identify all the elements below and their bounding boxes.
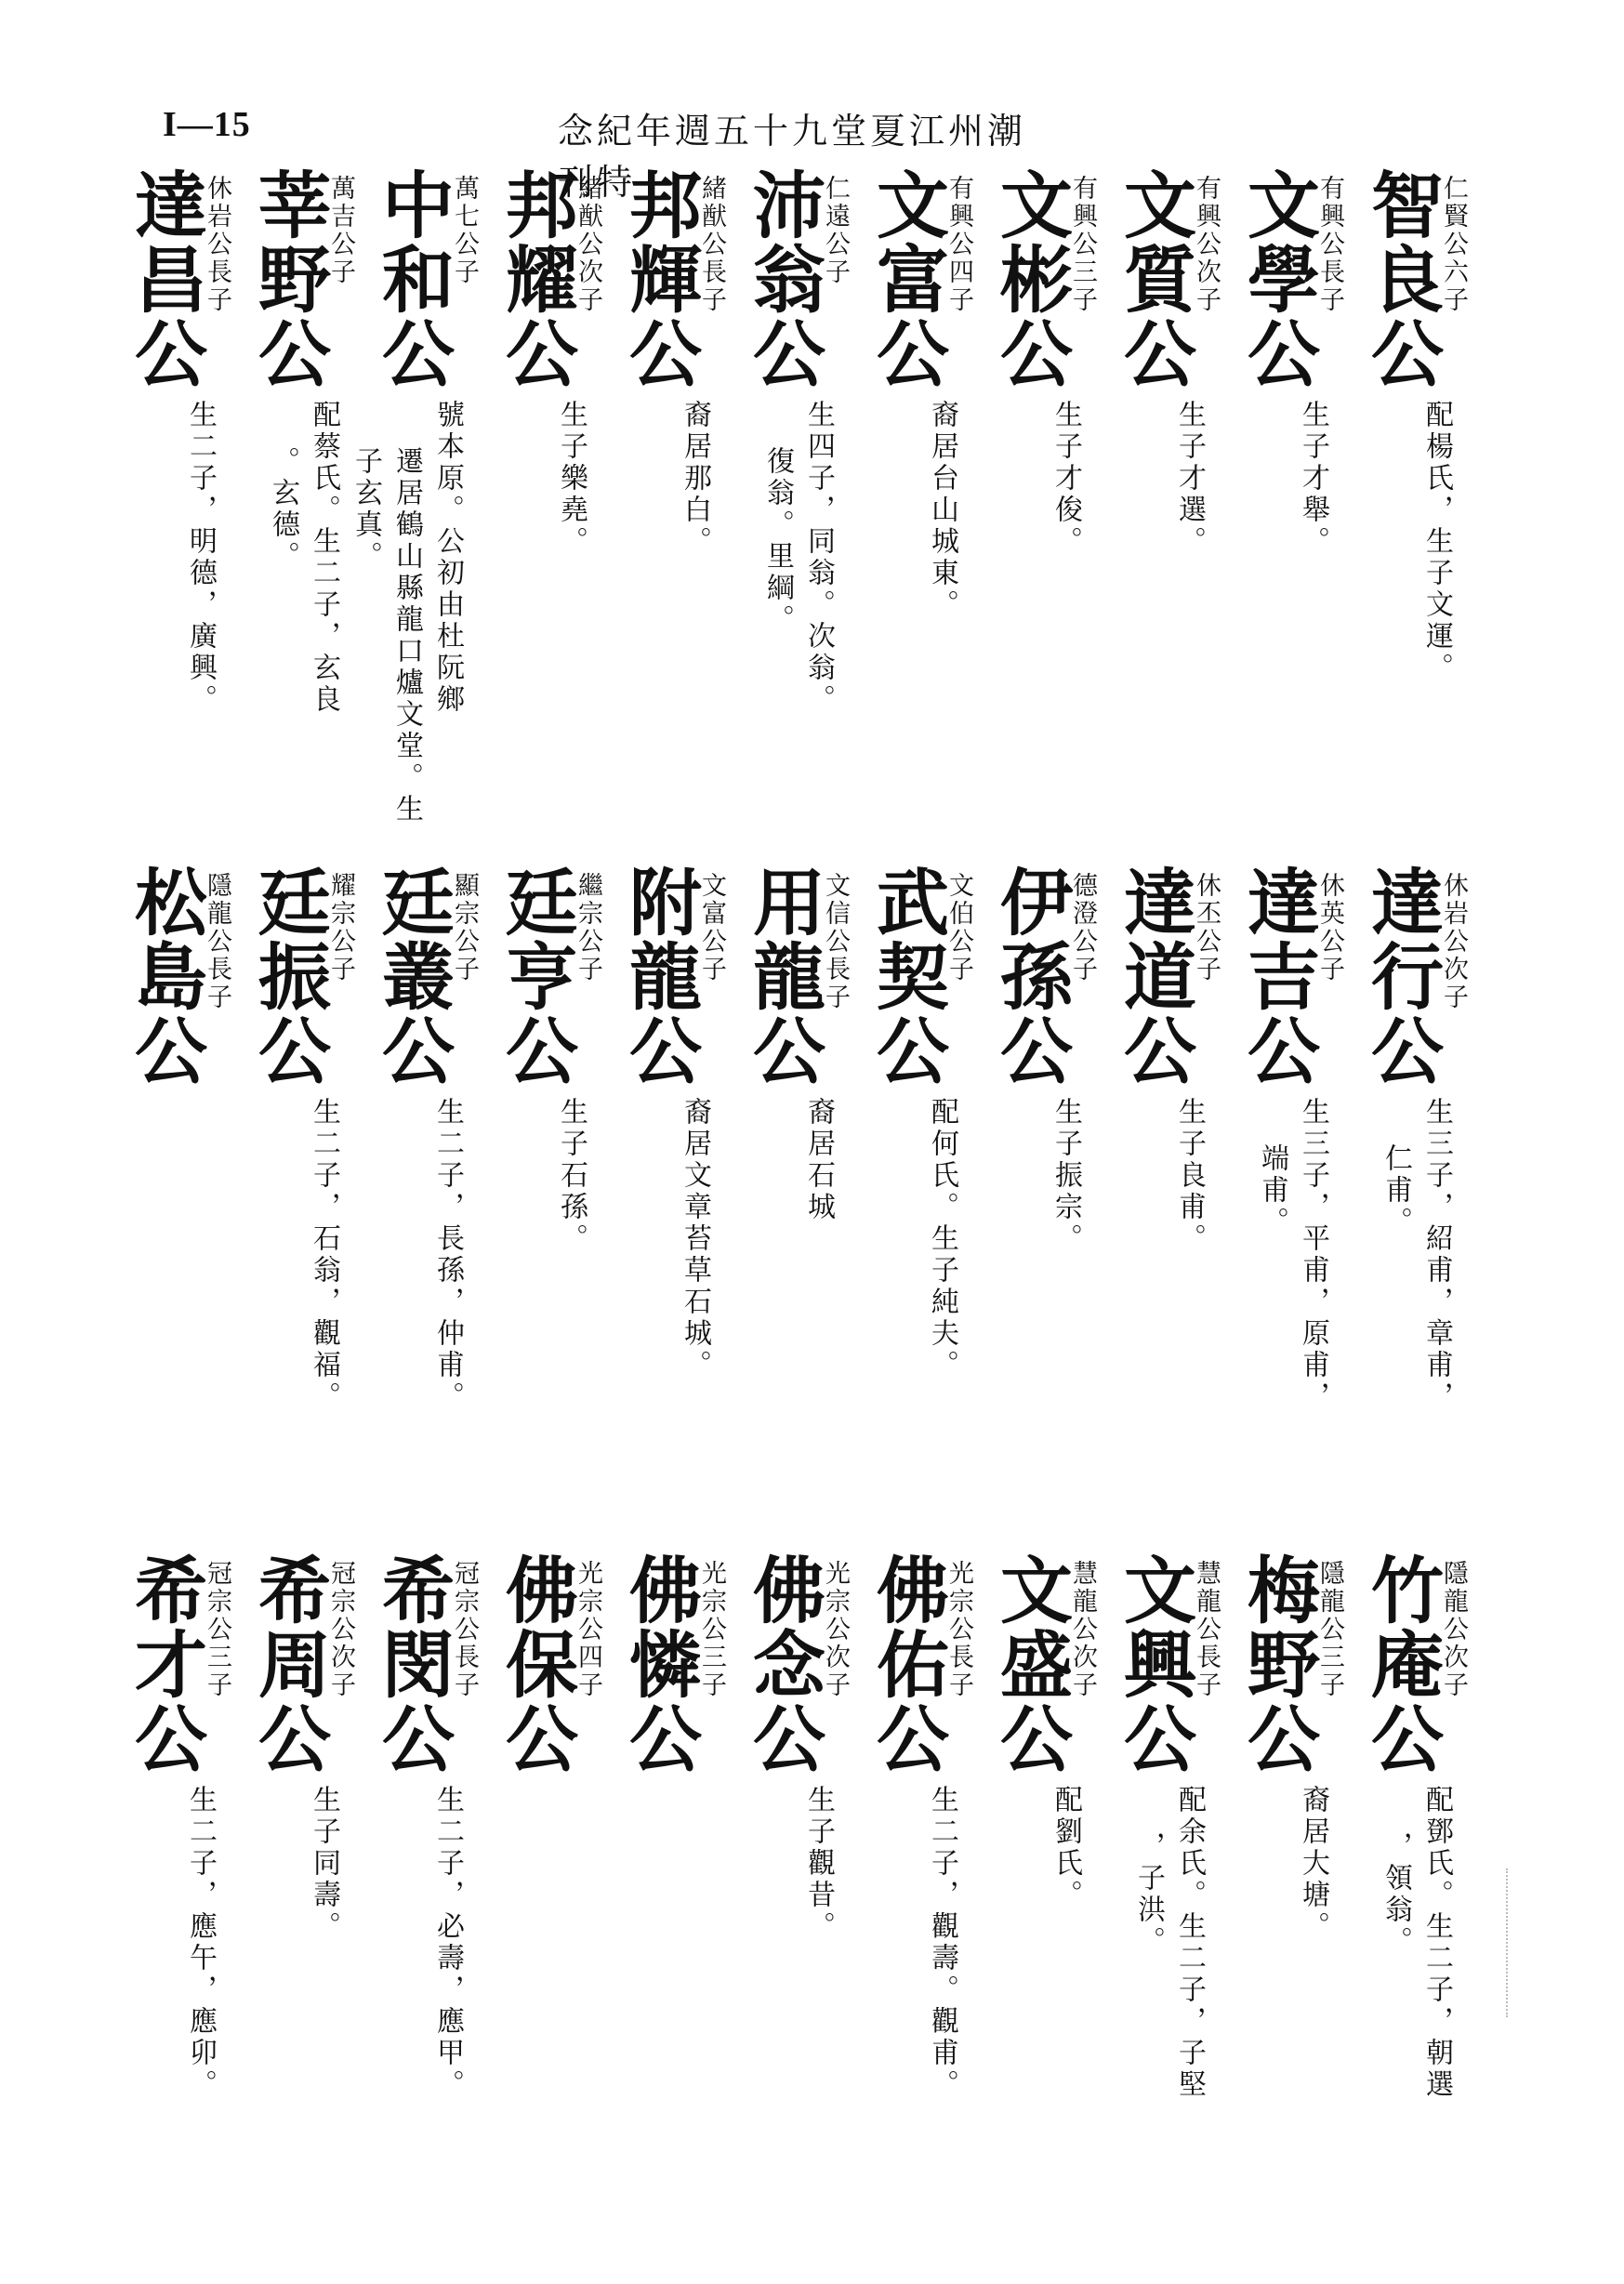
entry-lineage: 慧龍公次子 bbox=[1068, 1560, 1097, 1699]
genealogy-entry bbox=[1101, 1552, 1226, 2222]
entry-name: 文盛公 bbox=[988, 1552, 1073, 1776]
entry-name: 廷振公 bbox=[246, 865, 331, 1088]
entry-note: 生四子，同翁。次翁。 bbox=[802, 400, 835, 716]
genealogy-entry bbox=[606, 1552, 732, 2222]
entry-name: 文彬公 bbox=[988, 167, 1073, 390]
entry-name: 松島公 bbox=[123, 865, 207, 1088]
genealogy-entry bbox=[853, 167, 979, 837]
entry-lineage: 仁賢公六子 bbox=[1439, 175, 1468, 314]
genealogy-entry bbox=[977, 1552, 1102, 2222]
genealogy-entry bbox=[359, 865, 484, 1534]
entry-name: 沛翁公 bbox=[741, 167, 825, 390]
genealogy-entry bbox=[482, 1552, 608, 2222]
entry-name: 附龍公 bbox=[617, 865, 702, 1088]
entry-name: 達行公 bbox=[1359, 865, 1444, 1088]
entry-lineage: 冠宗公長子 bbox=[450, 1560, 479, 1699]
entry-name: 達道公 bbox=[1112, 865, 1196, 1088]
entry-note: 生二子，長孫，仲甫。 bbox=[431, 1097, 464, 1413]
entry-lineage: 文伯公子 bbox=[944, 872, 973, 984]
entry-name: 佛佑公 bbox=[865, 1552, 949, 1776]
entry-name: 達吉公 bbox=[1235, 865, 1320, 1088]
entry-lineage: 隱龍公三子 bbox=[1315, 1560, 1344, 1699]
entry-note: 。玄德。 bbox=[267, 446, 299, 573]
entry-name: 智良公 bbox=[1359, 167, 1444, 390]
entry-lineage: 緒猷公次子 bbox=[574, 175, 602, 314]
entry-lineage: 文富公子 bbox=[697, 872, 726, 984]
genealogy-entry bbox=[1224, 167, 1350, 837]
genealogy-entry bbox=[235, 1552, 361, 2222]
entry-note: 仁甫。 bbox=[1380, 1143, 1412, 1238]
entry-lineage: 顯宗公子 bbox=[450, 872, 479, 984]
entry-lineage: 有興公三子 bbox=[1068, 175, 1097, 314]
entry-lineage: 仁遠公子 bbox=[821, 175, 850, 286]
entry-lineage: 隱龍公長子 bbox=[203, 872, 231, 1011]
entry-lineage: 緒猷公長子 bbox=[697, 175, 726, 314]
genealogy-entry bbox=[730, 167, 855, 837]
entry-note: 生二子，應午，應卯。 bbox=[184, 1785, 217, 2101]
entry-note: 配蔡氏。生二子，玄良 bbox=[308, 400, 340, 716]
entry-note: 生二子，石翁，觀福。 bbox=[308, 1097, 340, 1413]
genealogy-entry bbox=[112, 865, 237, 1534]
entry-note: 復翁。里綱。 bbox=[761, 446, 794, 636]
entry-note: 裔居石城 bbox=[802, 1097, 835, 1223]
genealogy-entry bbox=[235, 865, 361, 1534]
entry-name: 佛憐公 bbox=[617, 1552, 702, 1776]
entry-note: 生子才俊。 bbox=[1050, 400, 1082, 558]
entry-name: 希才公 bbox=[123, 1552, 207, 1776]
entry-name: 希閔公 bbox=[370, 1552, 455, 1776]
genealogy-entry bbox=[977, 865, 1102, 1534]
entry-name: 文學公 bbox=[1235, 167, 1320, 390]
entry-name: 邦耀公 bbox=[494, 167, 578, 390]
entry-name: 文興公 bbox=[1112, 1552, 1196, 1776]
entry-lineage: 冠宗公三子 bbox=[203, 1560, 231, 1699]
entry-name: 中和公 bbox=[370, 167, 455, 390]
entry-lineage: 有興公長子 bbox=[1315, 175, 1344, 314]
genealogy-entry bbox=[606, 167, 732, 837]
genealogy-entry bbox=[482, 167, 608, 837]
entry-note: 生三子，紹甫，章甫， bbox=[1420, 1097, 1453, 1413]
entry-note: ，子洪。 bbox=[1132, 1831, 1165, 1958]
entry-name: 梅野公 bbox=[1235, 1552, 1320, 1776]
entry-lineage: 休英公子 bbox=[1315, 872, 1344, 984]
entry-note: 裔居台山城東。 bbox=[926, 400, 958, 621]
entry-lineage: 光宗公長子 bbox=[944, 1560, 973, 1699]
entry-name: 佛念公 bbox=[741, 1552, 825, 1776]
entry-name: 文質公 bbox=[1112, 167, 1196, 390]
entry-note: 遷居鶴山縣龍口爐文堂。生 bbox=[390, 446, 423, 825]
entry-lineage: 休岩公長子 bbox=[203, 175, 231, 314]
genealogy-entry bbox=[112, 1552, 237, 2222]
entry-name: 用龍公 bbox=[741, 865, 825, 1088]
entry-note: 生二子，觀壽。觀甫。 bbox=[926, 1785, 958, 2101]
entry-lineage: 文信公長子 bbox=[821, 872, 850, 1011]
genealogy-entry bbox=[606, 865, 732, 1534]
entry-name: 伊孫公 bbox=[988, 865, 1073, 1088]
entry-name: 邦輝公 bbox=[617, 167, 702, 390]
genealogy-entry bbox=[1101, 865, 1226, 1534]
entry-lineage: 德澄公子 bbox=[1068, 872, 1097, 984]
entry-note: 生子才選。 bbox=[1173, 400, 1206, 558]
entry-name: 佛保公 bbox=[494, 1552, 578, 1776]
entry-note: 生子同壽。 bbox=[308, 1785, 340, 1943]
entry-lineage: 光宗公三子 bbox=[697, 1560, 726, 1699]
fold-mark bbox=[1506, 1868, 1512, 2017]
page-number: I—15 bbox=[163, 105, 251, 144]
genealogy-entry bbox=[853, 865, 979, 1534]
entry-lineage: 萬吉公子 bbox=[326, 175, 355, 286]
entry-note: 配余氏。生二子，子堅 bbox=[1173, 1785, 1206, 2101]
genealogy-entry bbox=[1348, 865, 1473, 1534]
genealogy-entry bbox=[1348, 167, 1473, 837]
entry-name: 竹庵公 bbox=[1359, 1552, 1444, 1776]
entry-name: 武契公 bbox=[865, 865, 949, 1088]
entry-name: 廷叢公 bbox=[370, 865, 455, 1088]
entry-note: 端甫。 bbox=[1256, 1143, 1288, 1238]
entry-note: 生子才舉。 bbox=[1297, 400, 1329, 558]
entry-name: 莘野公 bbox=[246, 167, 331, 390]
entry-note: 配楊氏，生子文運。 bbox=[1420, 400, 1453, 684]
genealogy-entry bbox=[359, 1552, 484, 2222]
entry-lineage: 有興公次子 bbox=[1192, 175, 1221, 314]
entry-note: 子玄真。 bbox=[350, 446, 382, 573]
entry-note: 生二子，明德，廣興。 bbox=[184, 400, 217, 716]
entry-note: 號本原。公初由杜阮鄉 bbox=[431, 400, 464, 716]
entry-lineage: 光宗公四子 bbox=[574, 1560, 602, 1699]
entry-note: 裔居那白。 bbox=[679, 400, 711, 558]
entry-name: 達昌公 bbox=[123, 167, 207, 390]
entry-note: 生子觀昔。 bbox=[802, 1785, 835, 1943]
genealogy-entry bbox=[112, 167, 237, 837]
entry-lineage: 休丕公子 bbox=[1192, 872, 1221, 984]
entry-note: ，領翁。 bbox=[1380, 1831, 1412, 1958]
genealogy-entry bbox=[350, 167, 484, 837]
entry-note: 生子石孫。 bbox=[555, 1097, 588, 1255]
entry-lineage: 慧龍公長子 bbox=[1192, 1560, 1221, 1699]
genealogy-entry bbox=[853, 1552, 979, 2222]
entry-lineage: 繼宗公子 bbox=[574, 872, 602, 984]
genealogy-entry bbox=[977, 167, 1102, 837]
genealogy-entry bbox=[730, 865, 855, 1534]
entry-note: 生子良甫。 bbox=[1173, 1097, 1206, 1255]
entry-note: 配鄧氏。生二子，朝選 bbox=[1420, 1785, 1453, 2101]
genealogy-entry bbox=[1224, 865, 1350, 1534]
entry-note: 配何氏。生子純夫。 bbox=[926, 1097, 958, 1381]
entry-note: 生子樂堯。 bbox=[555, 400, 588, 558]
entry-note: 生二子，必壽，應甲。 bbox=[431, 1785, 464, 2101]
running-title: 潮州江夏堂九十五週年紀念特刊 bbox=[558, 111, 1027, 203]
entry-lineage: 有興公四子 bbox=[944, 175, 973, 314]
genealogy-entry bbox=[235, 167, 361, 837]
entry-lineage: 休岩公次子 bbox=[1439, 872, 1468, 1011]
entry-name: 希周公 bbox=[246, 1552, 331, 1776]
entry-note: 裔居文章苔草石城。 bbox=[679, 1097, 711, 1381]
genealogy-entry bbox=[482, 865, 608, 1534]
genealogy-entry bbox=[730, 1552, 855, 2222]
entry-note: 配劉氏。 bbox=[1050, 1785, 1082, 1911]
entry-name: 文富公 bbox=[865, 167, 949, 390]
entry-note: 裔居大塘。 bbox=[1297, 1785, 1329, 1943]
entry-lineage: 萬七公子 bbox=[450, 175, 479, 286]
entry-note: 生子振宗。 bbox=[1050, 1097, 1082, 1255]
genealogy-entry bbox=[1348, 1552, 1473, 2222]
entry-note: 生三子，平甫，原甫， bbox=[1297, 1097, 1329, 1413]
entry-lineage: 光宗公次子 bbox=[821, 1560, 850, 1699]
entry-name: 廷亨公 bbox=[494, 865, 578, 1088]
entry-lineage: 冠宗公次子 bbox=[326, 1560, 355, 1699]
entry-lineage: 耀宗公子 bbox=[326, 872, 355, 984]
genealogy-entry bbox=[1101, 167, 1226, 837]
genealogy-entry bbox=[1224, 1552, 1350, 2222]
entry-lineage: 隱龍公次子 bbox=[1439, 1560, 1468, 1699]
